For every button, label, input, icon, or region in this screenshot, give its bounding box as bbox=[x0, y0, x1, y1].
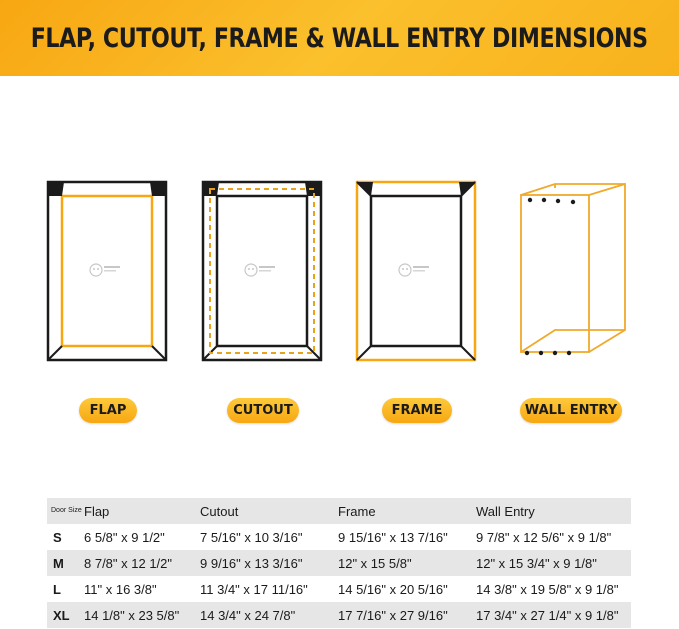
table-header-row bbox=[47, 498, 631, 524]
brand-logo-icon bbox=[399, 264, 429, 276]
cutout-diagram bbox=[201, 178, 325, 363]
cutout-cell: 14 3/4" x 24 7/8" bbox=[200, 607, 296, 623]
wall-entry-cell: 12" x 15 3/4" x 9 1/8" bbox=[476, 555, 597, 571]
flap-cell: 8 7/8" x 12 1/2" bbox=[84, 555, 173, 571]
frame-cell: 14 5/16" x 20 5/16" bbox=[338, 581, 448, 597]
cutout-cell: 7 5/16" x 10 3/16" bbox=[200, 529, 303, 545]
frame-diagram bbox=[355, 178, 479, 363]
wall-entry-diagram bbox=[515, 178, 635, 363]
dimensions-table bbox=[47, 498, 631, 628]
frame-header: Frame bbox=[338, 503, 376, 519]
frame-label: FRAME bbox=[382, 398, 452, 423]
brand-logo-icon bbox=[90, 264, 120, 276]
flap-diagram bbox=[46, 178, 170, 363]
cutout-cell: 9 9/16" x 13 3/16" bbox=[200, 555, 303, 571]
cutout-header: Cutout bbox=[200, 503, 239, 519]
wall-entry-cell: 14 3/8" x 19 5/8" x 9 1/8" bbox=[476, 581, 619, 597]
table-row bbox=[47, 602, 631, 628]
table-row bbox=[47, 576, 631, 602]
brand-logo-icon bbox=[245, 264, 275, 276]
flap-cell: 14 1/8" x 23 5/8" bbox=[84, 607, 180, 623]
table-row bbox=[47, 524, 631, 550]
size-cell: M bbox=[53, 555, 64, 571]
frame-cell: 12" x 15 5/8" bbox=[338, 555, 412, 571]
wall-entry-cell: 9 7/8" x 12 5/6" x 9 1/8" bbox=[476, 529, 612, 545]
cutout-cell: 11 3/4" x 17 11/16" bbox=[200, 581, 308, 597]
flap-cell: 6 5/8" x 9 1/2" bbox=[84, 529, 165, 545]
wall-entry-label: WALL ENTRY bbox=[520, 398, 622, 423]
wall-entry-cell: 17 3/4" x 27 1/4" x 9 1/8" bbox=[476, 607, 619, 623]
title-banner bbox=[0, 0, 679, 76]
flap-header: Flap bbox=[84, 503, 110, 519]
frame-cell: 9 15/16" x 13 7/16" bbox=[338, 529, 448, 545]
page-title: FLAP, CUTOUT, FRAME & WALL ENTRY DIMENSIONS bbox=[31, 22, 648, 54]
flap-label: FLAP bbox=[79, 398, 137, 423]
size-cell: L bbox=[53, 581, 61, 597]
door-size-header: Door Size bbox=[51, 507, 82, 514]
flap-cell: 11" x 16 3/8" bbox=[84, 581, 157, 597]
size-cell: S bbox=[53, 529, 62, 545]
frame-cell: 17 7/16" x 27 9/16" bbox=[338, 607, 448, 623]
table-row bbox=[47, 550, 631, 576]
size-cell: XL bbox=[53, 607, 70, 623]
wall-entry-header: Wall Entry bbox=[476, 503, 535, 519]
cutout-label: CUTOUT bbox=[227, 398, 299, 423]
